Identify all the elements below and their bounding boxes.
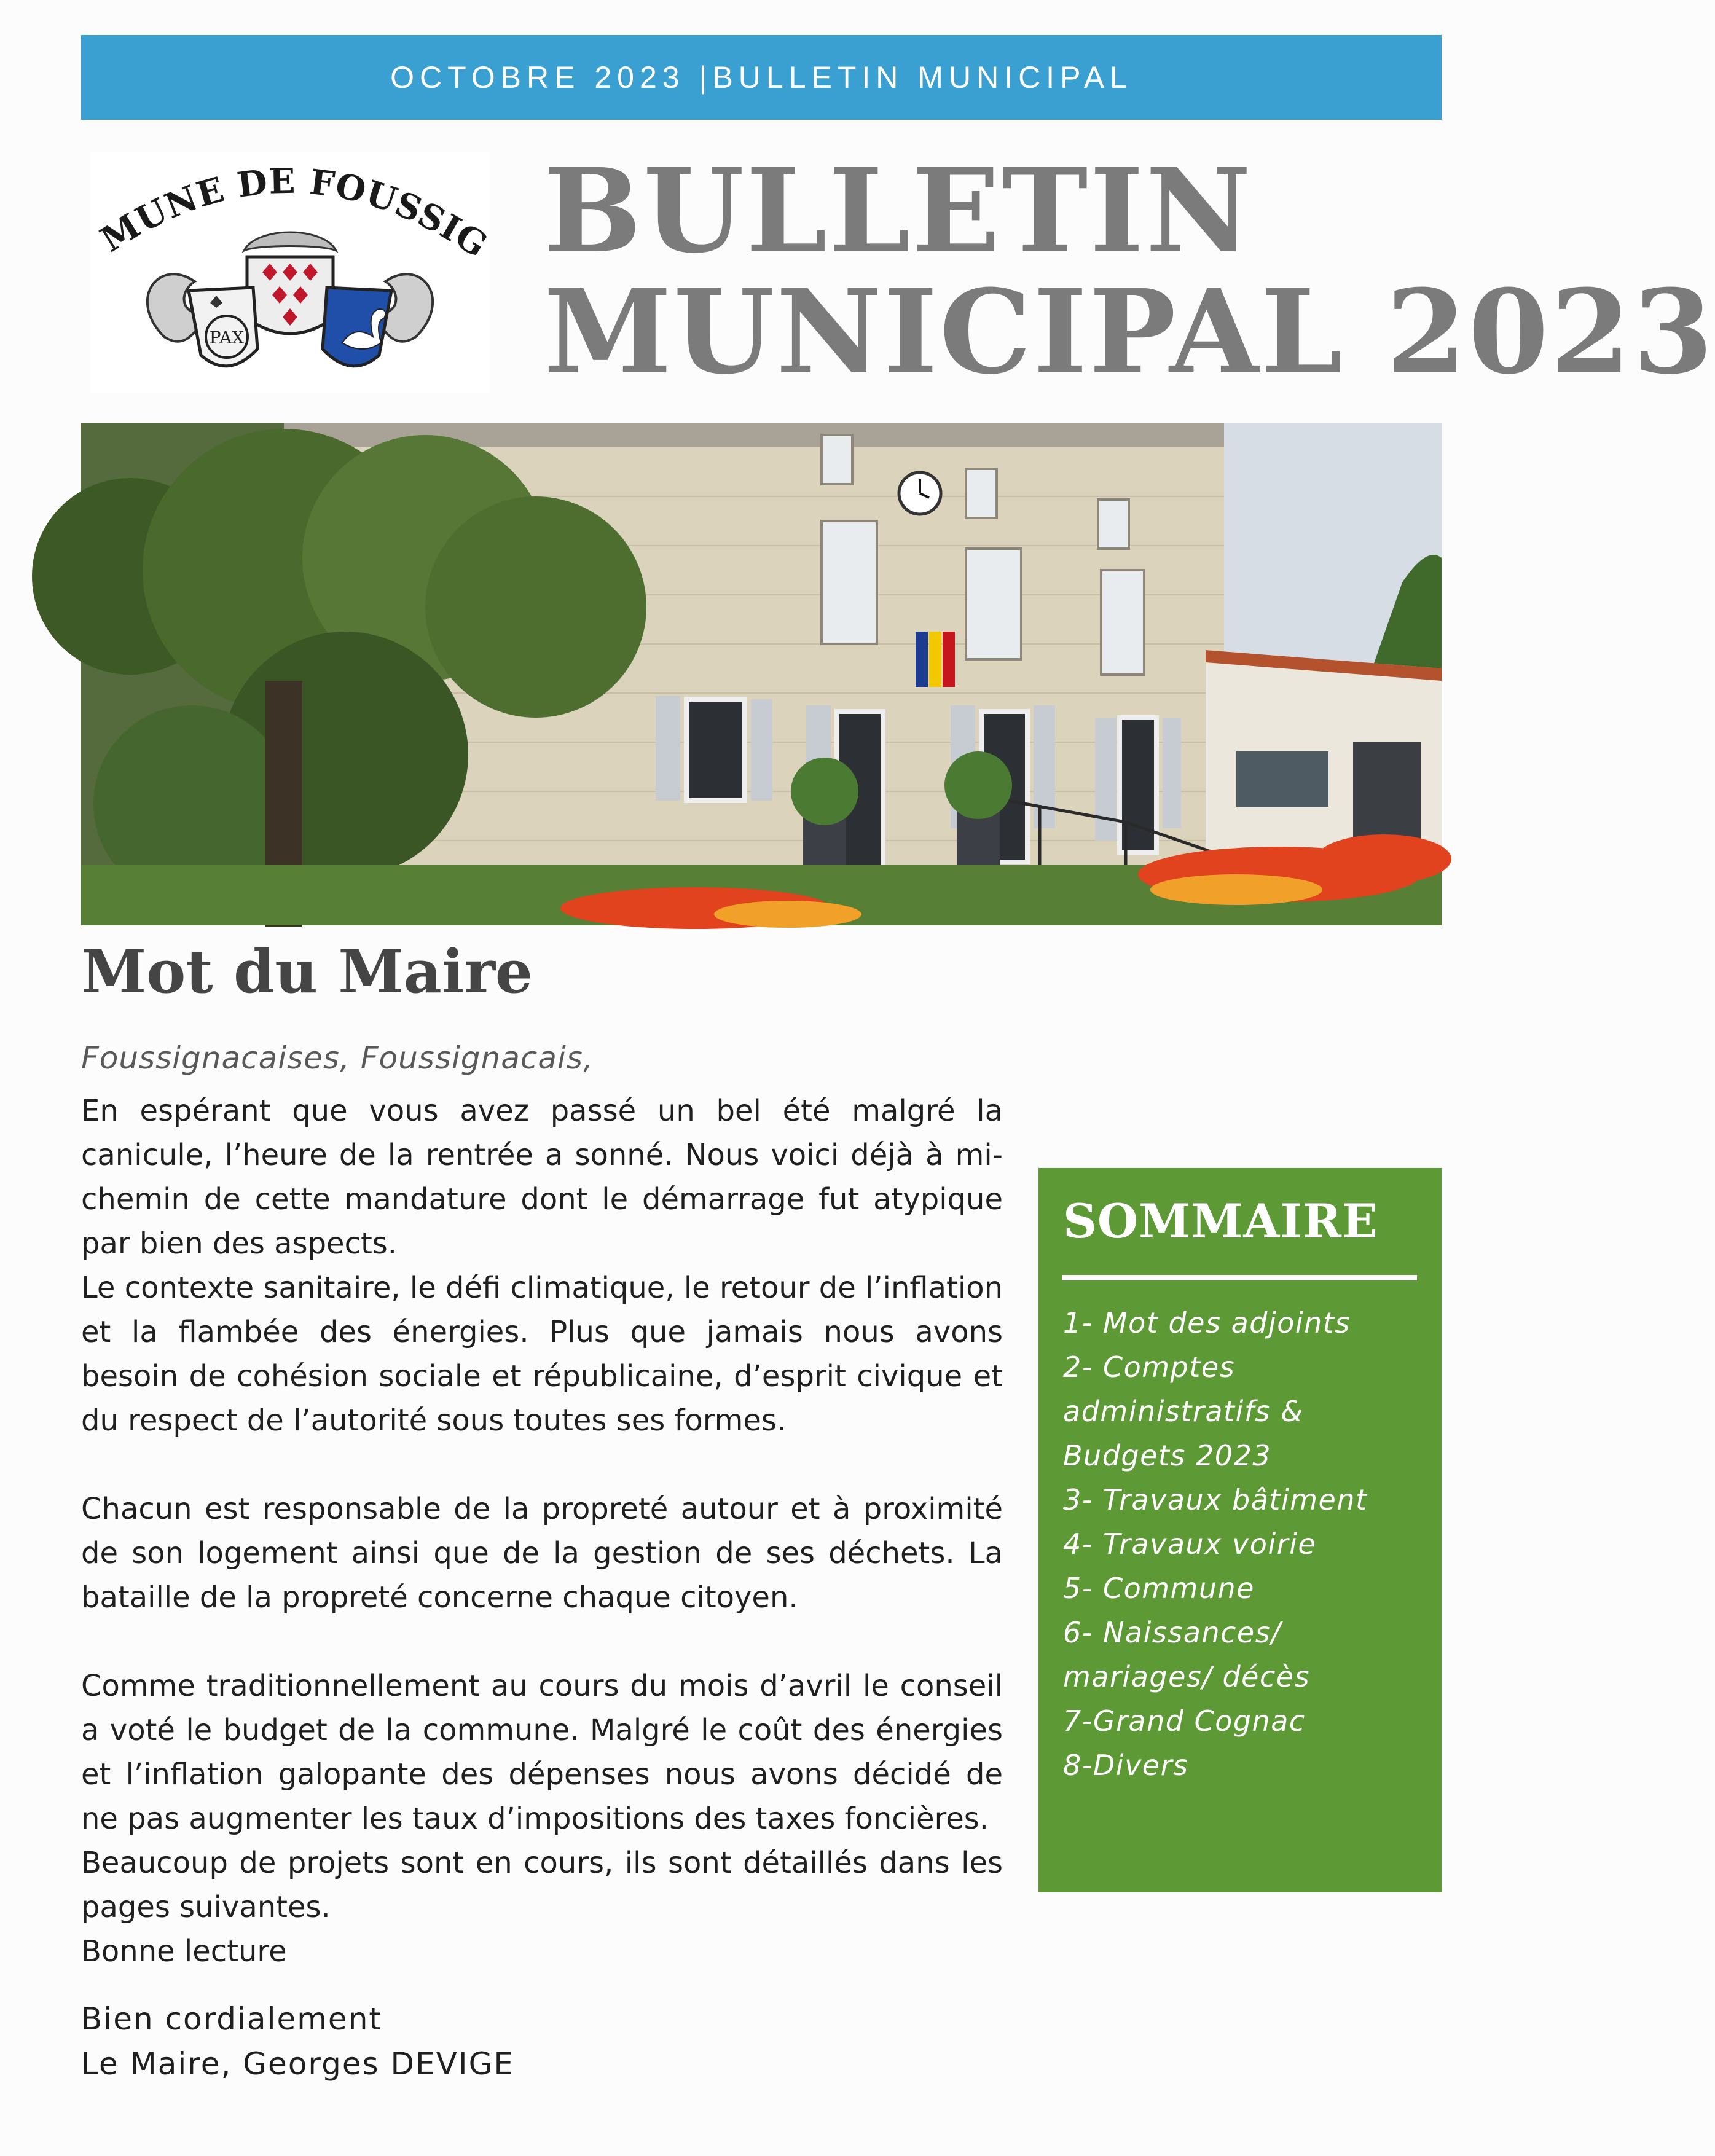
article-paragraph: Chacun est responsable de la propreté autour et à proximité de son logement ainsi que de la gestion de ses déchets. La bataille de la propreté concerne chaque citoyen. xyxy=(81,1492,1003,1615)
summary-item[interactable]: 5- Commune xyxy=(1063,1572,1255,1605)
signature-text: Le Maire, Georges DEVIGE xyxy=(81,2046,514,2082)
summary-item[interactable]: 6- Naissances/ mariages/ décès xyxy=(1063,1616,1311,1693)
banner-text: OCTOBRE 2023 |BULLETIN MUNICIPAL xyxy=(390,60,1132,95)
signoff xyxy=(81,1997,514,2087)
article-paragraph: Le contexte sanitaire, le défi climatique, le retour de l’inflation et la flambée des énergies. Plus que jamais nous avons besoin de cohésion sociale et républicaine, d’esprit civique et du respect de l’autorité sous toutes ses formes. xyxy=(81,1271,1003,1438)
article-body xyxy=(81,1089,1003,1974)
summary-item[interactable]: 4- Travaux voirie xyxy=(1063,1527,1317,1561)
title-line-1: BULLETIN xyxy=(544,143,1254,279)
summary-item[interactable]: 8-Divers xyxy=(1063,1749,1189,1782)
header-banner xyxy=(81,35,1442,120)
svg-text:COMMUNE DE FOUSSIGNAC: MUNE DE FOUSSI xyxy=(93,160,468,261)
title-line-2: MUNICIPAL 2023 xyxy=(544,264,1715,400)
summary-item[interactable]: 3- Travaux bâtiment xyxy=(1063,1483,1368,1516)
summary-list xyxy=(1063,1301,1432,1787)
article-title: Mot du Maire xyxy=(81,937,533,1006)
coat-of-arms-icon xyxy=(90,152,490,393)
commune-logo xyxy=(90,152,490,393)
article-paragraph: Beaucoup de projets sont en cours, ils sont détaillés dans les pages suivantes. xyxy=(81,1846,1003,1924)
article-salutation: Foussignacaises, Foussignacais, xyxy=(81,1040,594,1076)
article-paragraph: En espérant que vous avez passé un bel été malgré la canicule, l’heure de la rentrée a sonné. Nous voici déjà à mi-chemin de cette mandature dont le démarrage fut atypique par bien des aspects. xyxy=(81,1094,1003,1261)
town-hall-image xyxy=(81,423,1442,925)
summary-title: SOMMAIRE xyxy=(1063,1194,1378,1249)
town-hall-photo xyxy=(81,423,1442,925)
summary-divider xyxy=(1062,1275,1417,1280)
logo-motto: PAX xyxy=(209,327,245,348)
summary-item[interactable]: 2- Comptes administratifs & Budgets 2023 xyxy=(1063,1350,1304,1472)
article-paragraph: Comme traditionnellement au cours du mois d’avril le conseil a voté le budget de la commune. Malgré le coût des énergies et l’inflation galopante des dépenses nous avons décidé de ne pas augmenter les taux d’impositions des taxes foncières. xyxy=(81,1669,1003,1836)
closing-text: Bien cordialement xyxy=(81,2001,382,2037)
summary-item[interactable]: 7-Grand Cognac xyxy=(1063,1704,1306,1738)
summary-item[interactable]: 1- Mot des adjoints xyxy=(1063,1306,1351,1339)
article-paragraph: Bonne lecture xyxy=(81,1934,287,1969)
summary-box xyxy=(1038,1168,1442,1892)
page-title xyxy=(544,143,1715,400)
